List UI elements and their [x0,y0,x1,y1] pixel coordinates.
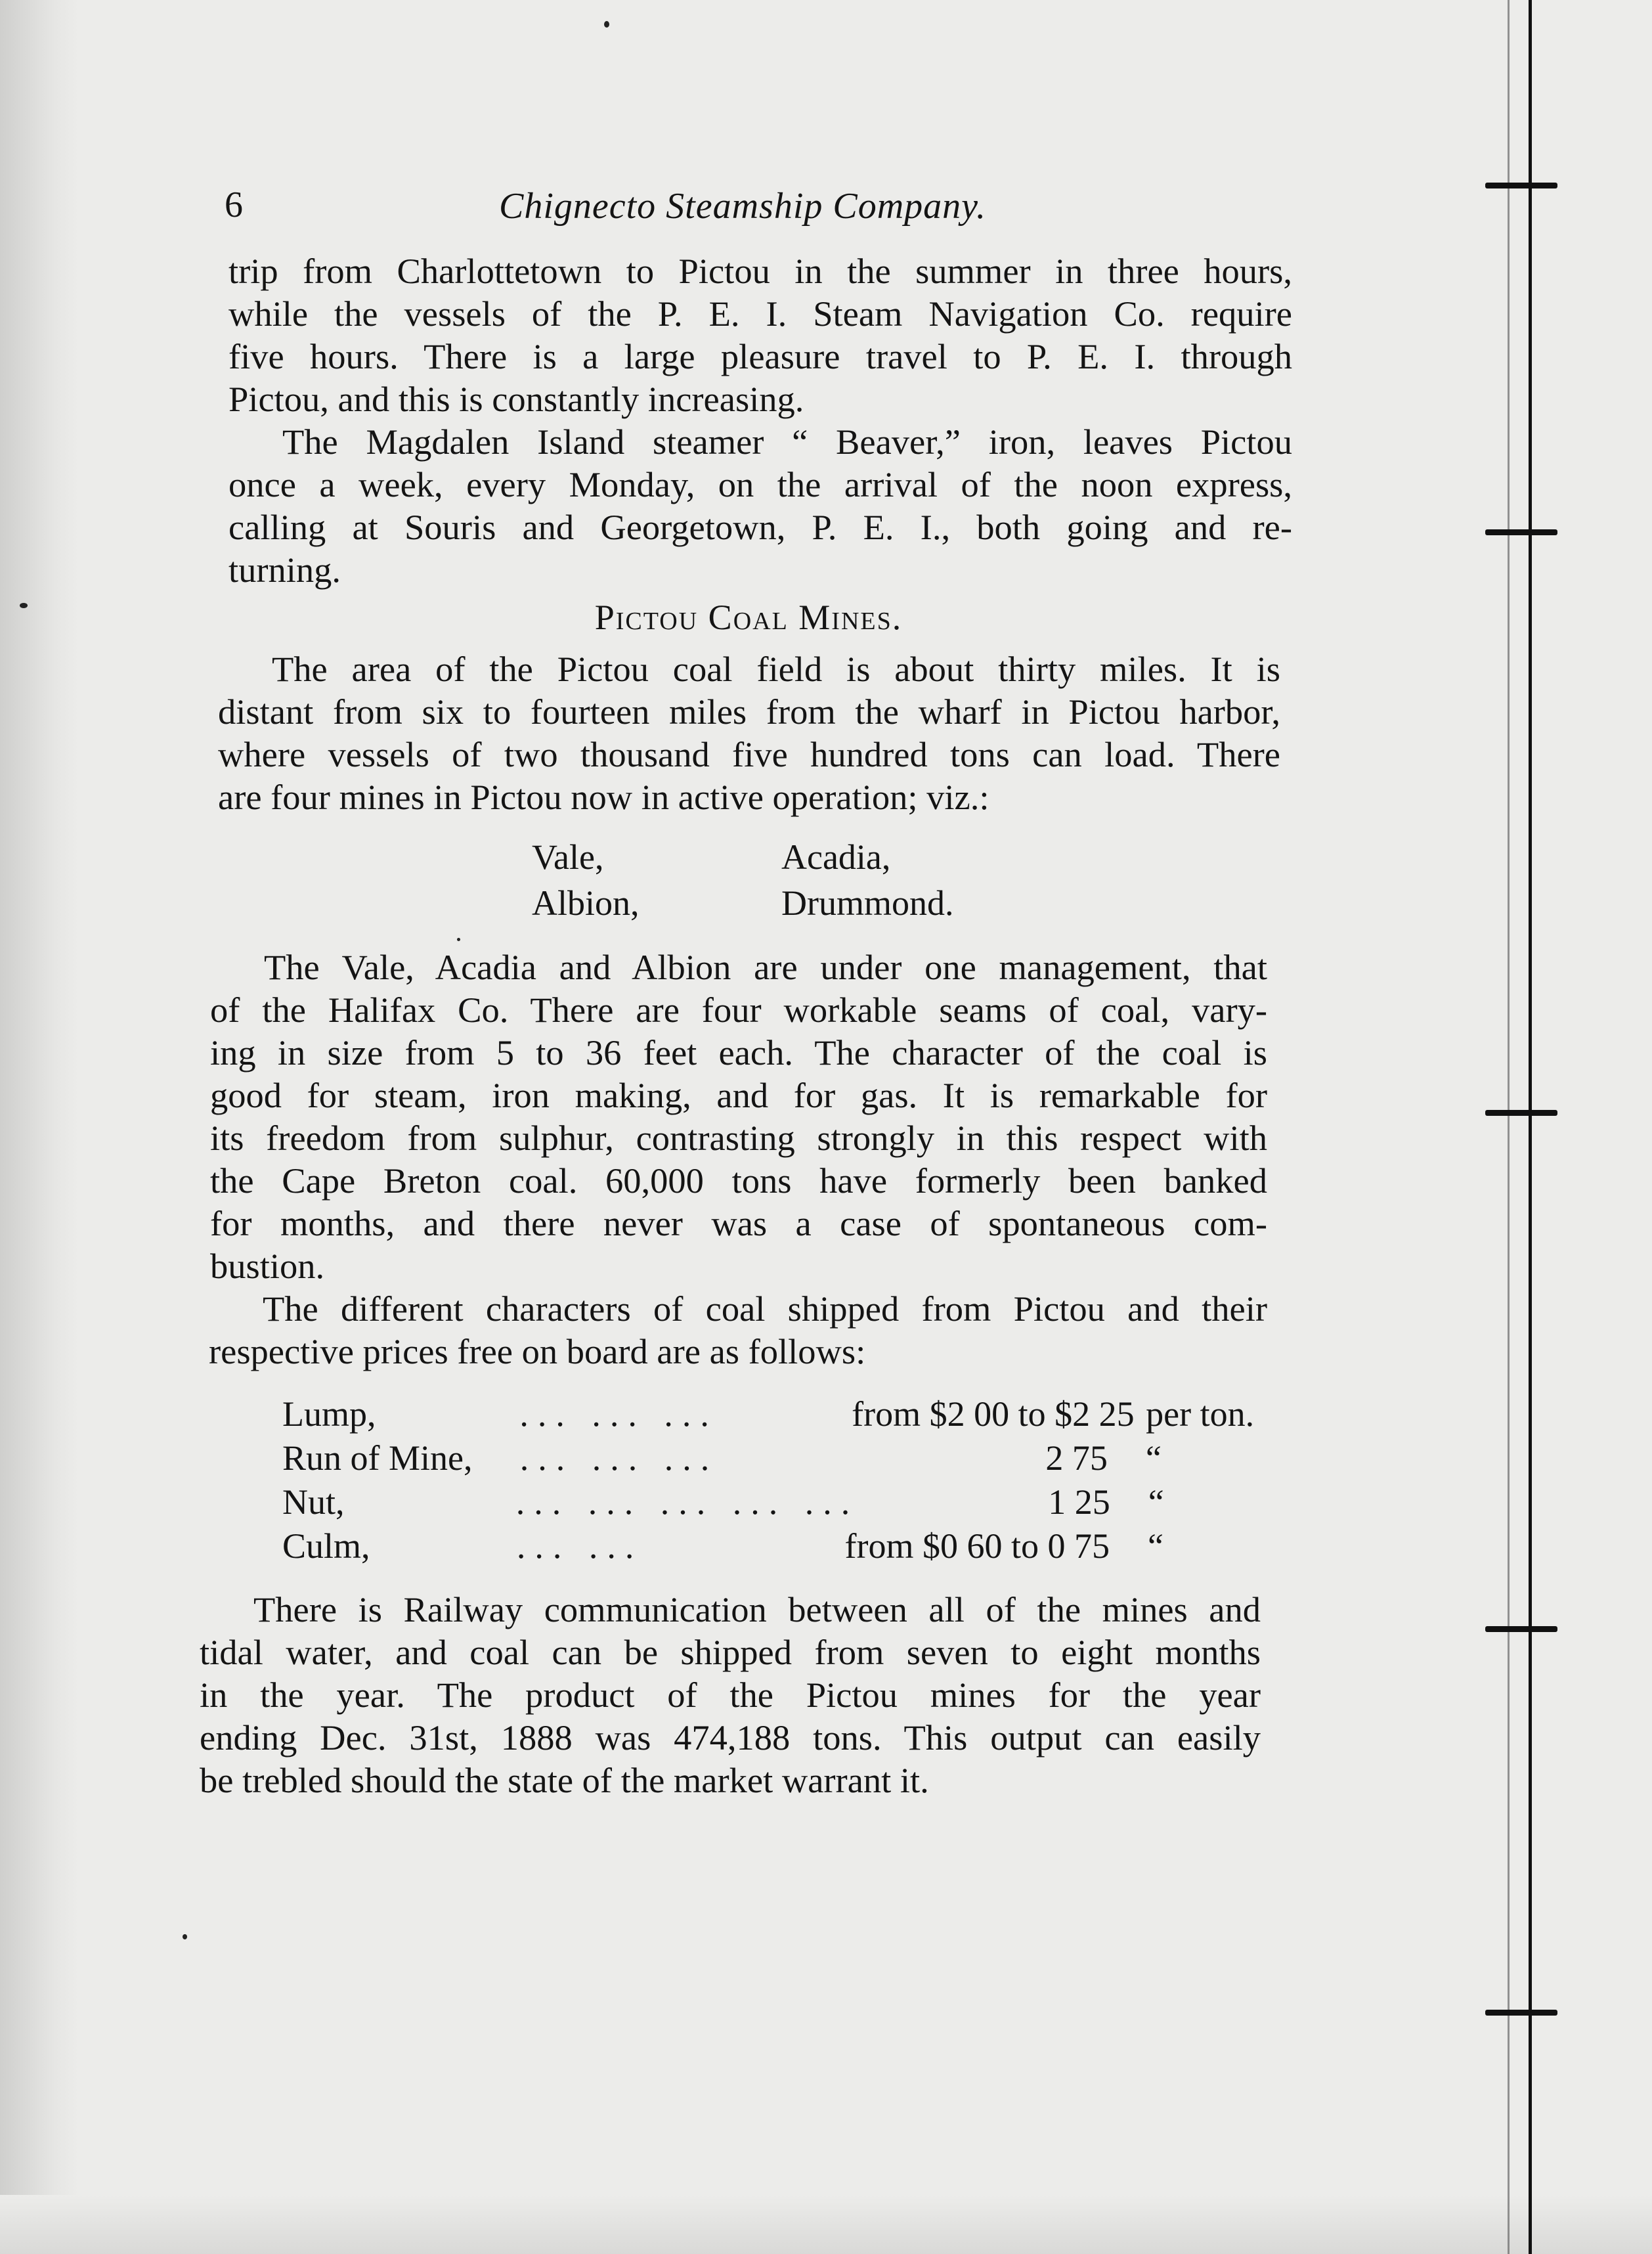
text-line: its freedom from sulphur, contrasting strongly in this respect with [210,1118,1267,1158]
scan-speck [183,1934,187,1939]
text-line: ing in size from 5 to 36 feet each. The character of the coal is [210,1032,1267,1072]
scan-shadow-left [0,0,79,2254]
price-row [282,1436,1300,1480]
text-line: trip from Charlottetown to Pictou in the summer in three hours, [228,251,1292,291]
paragraph-management [197,946,1267,1287]
binding-tick [1485,183,1557,188]
price-unit: “ [1148,1482,1164,1522]
section-heading: Pictou Coal Mines. [594,598,903,637]
mine-name: Vale, [532,837,604,877]
page-header [197,177,1300,250]
page-number: 6 [225,185,243,225]
text-line: Pictou, and this is constantly increasing. [228,379,804,419]
text-line: The different characters of coal shipped from Pictou and their [263,1289,1267,1329]
text-line: once a week, every Monday, on the arrival of the noon express, [228,464,1292,504]
price-row [282,1480,1300,1524]
mines-list [532,834,1300,926]
scan-speck [604,21,609,28]
text-line: The Vale, Acadia and Albion are under one management, that [264,947,1267,987]
text-line: ending Dec. 31st, 1888 was 474,188 tons. This output can easily [200,1717,1261,1757]
price-range: from $2 00 to $2 25 [852,1394,1135,1434]
price-unit: “ [1145,1438,1162,1478]
price-unit: per ton. [1146,1394,1255,1434]
paragraph-railway [197,1588,1261,1801]
text-line: calling at Souris and Georgetown, P. E. I., both going and re- [228,507,1292,547]
coal-grade: Lump, [282,1394,376,1434]
text-line: while the vessels of the P. E. I. Steam Navigation Co. require [228,294,1292,334]
text-line: good for steam, iron making, and for gas. It is remarkable for [210,1075,1267,1115]
price-unit: “ [1148,1526,1163,1566]
text-line: are four mines in Pictou now in active operation; viz.: [218,777,989,817]
text-line: bustion. [210,1246,325,1286]
text-line: of the Halifax Co. There are four workable seams of coal, vary- [210,990,1267,1030]
text-line: in the year. The product of the Pictou mines for the year [200,1675,1261,1715]
text-line: tidal water, and coal can be shipped from seven to eight months [200,1632,1261,1672]
price-row [282,1524,1300,1568]
price-row [282,1392,1300,1436]
text-line: where vessels of two thousand five hundred tons can load. There [218,734,1280,774]
leader-dots: ... ... ... ... ... [515,1482,859,1522]
binding-rule-faint [1508,0,1510,2254]
scan-speck [20,603,28,608]
mine-name: Acadia, [781,837,891,877]
text-line: be trebled should the state of the market warrant it. [200,1760,929,1800]
binding-rule [1529,0,1532,2254]
coal-price-table [282,1392,1300,1568]
text-line: turning. [228,550,341,590]
leader-dots: ... ... ... [519,1438,719,1478]
paragraph-prices-intro [197,1287,1267,1373]
text-line: The area of the Pictou coal field is about thirty miles. It is [272,649,1280,689]
price-range: from $0 60 to 0 75 [844,1526,1110,1566]
binding-tick [1485,1626,1557,1632]
coal-grade: Culm, [282,1526,370,1566]
text-line: the Cape Breton coal. 60,000 tons have formerly been banked [210,1160,1267,1201]
text-line: respective prices free on board are as follows: [209,1331,866,1371]
paragraph-ferry-service [197,250,1292,420]
paragraph-magdalen-steamer [197,420,1292,591]
scan-shadow-bottom [0,2195,1652,2254]
mine-name: Albion, [532,883,640,923]
text-line: The Magdalen Island steamer “ Beaver,” iron, leaves Pictou [282,422,1292,462]
coal-grade: Nut, [282,1482,345,1522]
paragraph-coal-field [197,648,1280,818]
text-line: five hours. There is a large pleasure travel to P. E. I. through [228,336,1292,376]
binding-tick [1485,2010,1557,2016]
text-line: for months, and there never was a case of spontaneous com- [210,1203,1267,1243]
text-line: distant from six to fourteen miles from the wharf in Pictou harbor, [218,692,1280,732]
leader-dots: ... ... [516,1526,643,1566]
leader-dots: ... ... ... [519,1394,718,1434]
coal-grade: Run of Mine, [282,1438,473,1478]
book-page [197,177,1300,1801]
price-range: 1 25 [1048,1482,1110,1522]
binding-tick [1485,529,1557,535]
price-range: 2 75 [1045,1438,1108,1478]
mine-name: Drummond. [781,883,954,923]
running-title: Chignecto Steamship Company. [499,186,986,227]
text-line: There is Railway communication between all of the mines and [253,1589,1261,1629]
binding-tick [1485,1110,1557,1116]
